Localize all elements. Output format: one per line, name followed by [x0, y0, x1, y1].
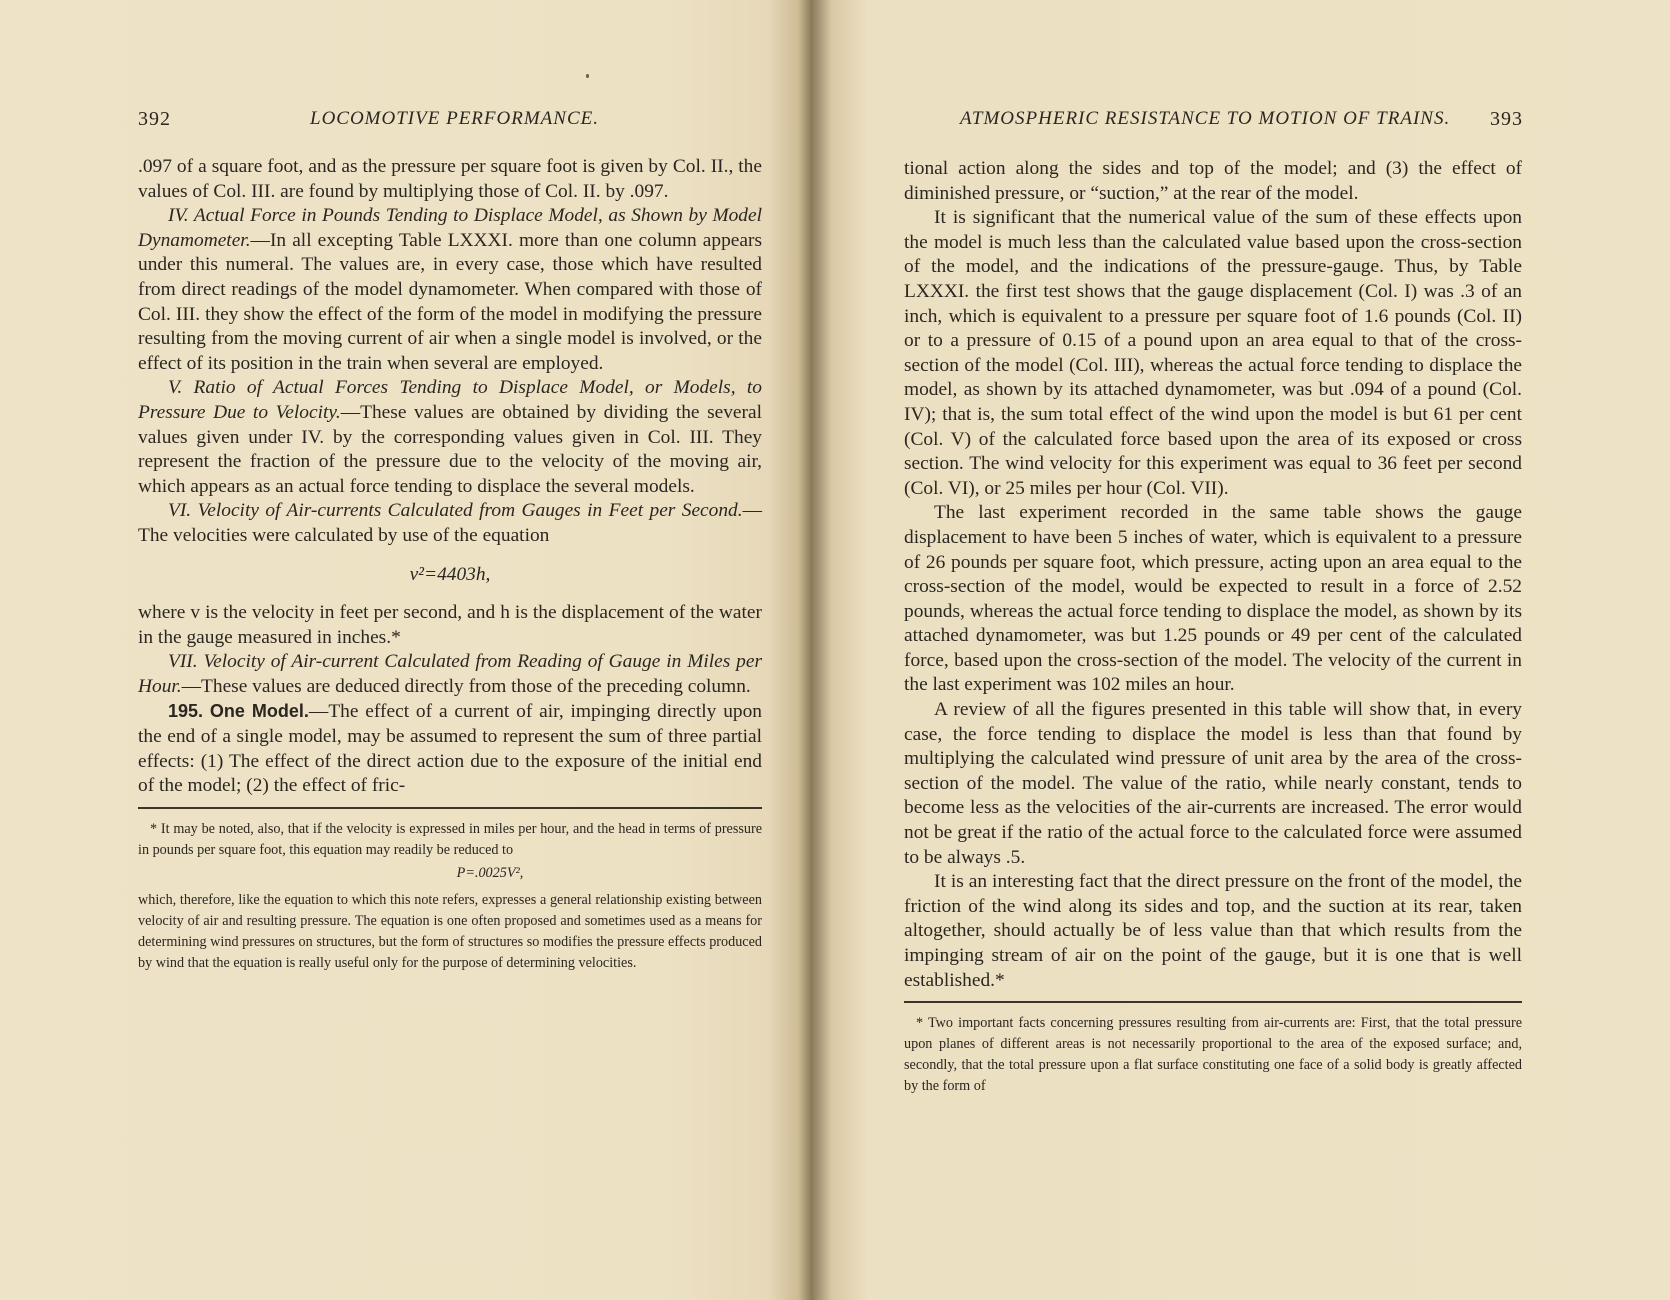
right-body-text: [904, 157, 1522, 1097]
paragraph-text: —In all excepting Table LXXXI. more than one column appears under this numeral. The values are, in every case, those which have resulted from direct readings of the model dynamometer. When compared with those of Col. III. they show the effect of the form of the model in modifying the pressure resulting from the moving current of air when a single model is involved, or the effect of its position in the train when several are employed.: [138, 229, 762, 374]
paragraph: [138, 499, 762, 548]
paragraph: .097 of a square foot, and as the pressure per square foot is given by Col. II., the values of Col. III. are found by multiplying those of Col. II. by .097.: [138, 156, 762, 202]
equation: v²=4403h,: [409, 563, 491, 585]
section-number: 195.: [168, 701, 204, 722]
footnote: [904, 1013, 1522, 1097]
paragraph-text: —The velocities were calculated by use of the equation: [138, 500, 762, 546]
left-running-head: [0, 108, 800, 138]
left-body-text: [138, 155, 762, 974]
paragraph: It is significant that the numerical value of the sum of these effects upon the model is much less than the calculated value based upon the cross-section of the model, and the indications of the pressure-gauge. Thus, by Table LXXXI. the first test shows that the gauge displacement (Col. I) was .3 of an inch, which is equivalent to a pressure per square foot of 1.6 pounds (Col. II) or to a pressure of 0.15 of a pound upon an area equal to that of the cross-section of the model (Col. III), whereas the actual force tending to displace the model, as shown by its attached dynamometer, was but .094 of a pound (Col. IV); that is, the sum total effect of the wind upon the model is but 61 per cent (Col. V) of the calculated force based upon the area of its exposed or cross section. The wind velocity for this experiment was equal to 36 feet per second (Col. VI), or 25 miles per hour (Col. VII).: [904, 207, 1522, 499]
paragraph: where v is the velocity in feet per second, and h is the displacement of the water in the gauge measured in inches.*: [138, 602, 762, 648]
section-heading: VI. Velocity of Air-currents Calculated from Gauges in Feet per Second.: [168, 500, 743, 522]
paragraph: The last experiment recorded in the same table shows the gauge displacement to have been 5 inches of water, which is equivalent to a pressure of 26 pounds per square foot, which pressure, acting upon an area equal to the cross-section of the model, would be expected to result in a force of 2.52 pounds, whereas the actual force tending to displace the model, as shown by its attached dynamometer, was but 1.25 pounds or 49 per cent of the calculated force, based upon the cross-section of the model. The velocity of the current in the last experiment was 102 miles an hour.: [904, 502, 1522, 696]
footnote-rule: [904, 1001, 1522, 1003]
paragraph: tional action along the sides and top of the model; and (3) the effect of diminished pressure, or “suction,” at the rear of the model.: [904, 158, 1522, 204]
right-running-title: ATMOSPHERIC RESISTANCE TO MOTION OF TRAINS.: [960, 108, 1451, 129]
right-page: [840, 0, 1670, 1300]
right-page-number: 393: [1490, 108, 1523, 130]
paragraph: [138, 650, 762, 699]
paragraph-text: —These values are deduced directly from those of the preceding column.: [181, 675, 751, 697]
footnote-text: * It may be noted, also, that if the velocity is expressed in miles per hour, and the head in terms of pressure in pounds per square foot, this equation may readily be reduced to: [138, 820, 762, 858]
footnote-equation: P=.0025V²,: [456, 864, 524, 881]
left-page-number: 392: [138, 108, 171, 130]
section-heading: VII. Velocity of Air-current Calculated from Reading of Gauge in Miles per Hour.: [138, 651, 762, 697]
paragraph-text: —These values are obtained by dividing the several values given under IV. by the corresponding values given in Col. III. They represent the fraction of the pressure due to the velocity of the moving air, which appears as an actual force tending to displace the several models.: [138, 401, 762, 497]
footnote-text: which, therefore, like the equation to which this note refers, expresses a general relationship existing between velocity of air and resulting pressure. The equation is one often proposed and sometimes used as a means for determining wind pressures on structures, but the form of structures so modifies the pressure effects produced by wind that the equation is really useful only for the purpose of determining velocities.: [138, 891, 762, 971]
paragraph: It is an interesting fact that the direct pressure on the front of the model, the friction of the wind along its sides and top, and the suction at its rear, taken altogether, should actually be of less value than that which results from the impinging stream of air on the point of the gauge, but it is one that is well established.*: [904, 871, 1522, 991]
left-running-title: LOCOMOTIVE PERFORMANCE.: [310, 108, 599, 129]
footnote-rule: [138, 807, 762, 809]
section-heading: IV. Actual Force in Pounds Tending to Displace Model, as Shown by Model Dynamometer.: [138, 205, 762, 251]
left-page: [0, 0, 800, 1300]
section-heading: V. Ratio of Actual Forces Tending to Displace Model, or Models, to Pressure Due to Velocity.: [138, 377, 762, 423]
section-heading: One Model.: [209, 701, 309, 722]
paragraph: [138, 699, 762, 798]
paragraph: [138, 376, 762, 499]
paragraph: A review of all the figures presented in this table will show that, in every case, the force tending to displace the model is less than that found by multiplying the calculated wind pressure of unit area by the area of the cross-section of the model. The value of the ratio, while nearly constant, tends to become less as the velocities of the air-currents are increased. The error would not be great if the ratio of the actual force to the calculated force were assumed to be always .5.: [904, 699, 1522, 868]
paragraph-text: —The effect of a current of air, impinging directly upon the end of a single model, may be assumed to represent the sum of three partial effects: (1) The effect of the direct action due to the exposure of the initial end of the model; (2) the effect of fric-: [138, 701, 762, 797]
footnote: [138, 819, 762, 974]
paragraph: [138, 204, 762, 376]
right-running-head: [840, 108, 1670, 138]
footnote-text: * Two important facts concerning pressures resulting from air-currents are: First, that the total pressure upon planes of different areas is not necessarily proportional to the area of the exposed surface; and, secondly, that the total pressure upon a flat surface constituting one face of a solid body is greatly affected by the form of: [904, 1015, 1522, 1095]
